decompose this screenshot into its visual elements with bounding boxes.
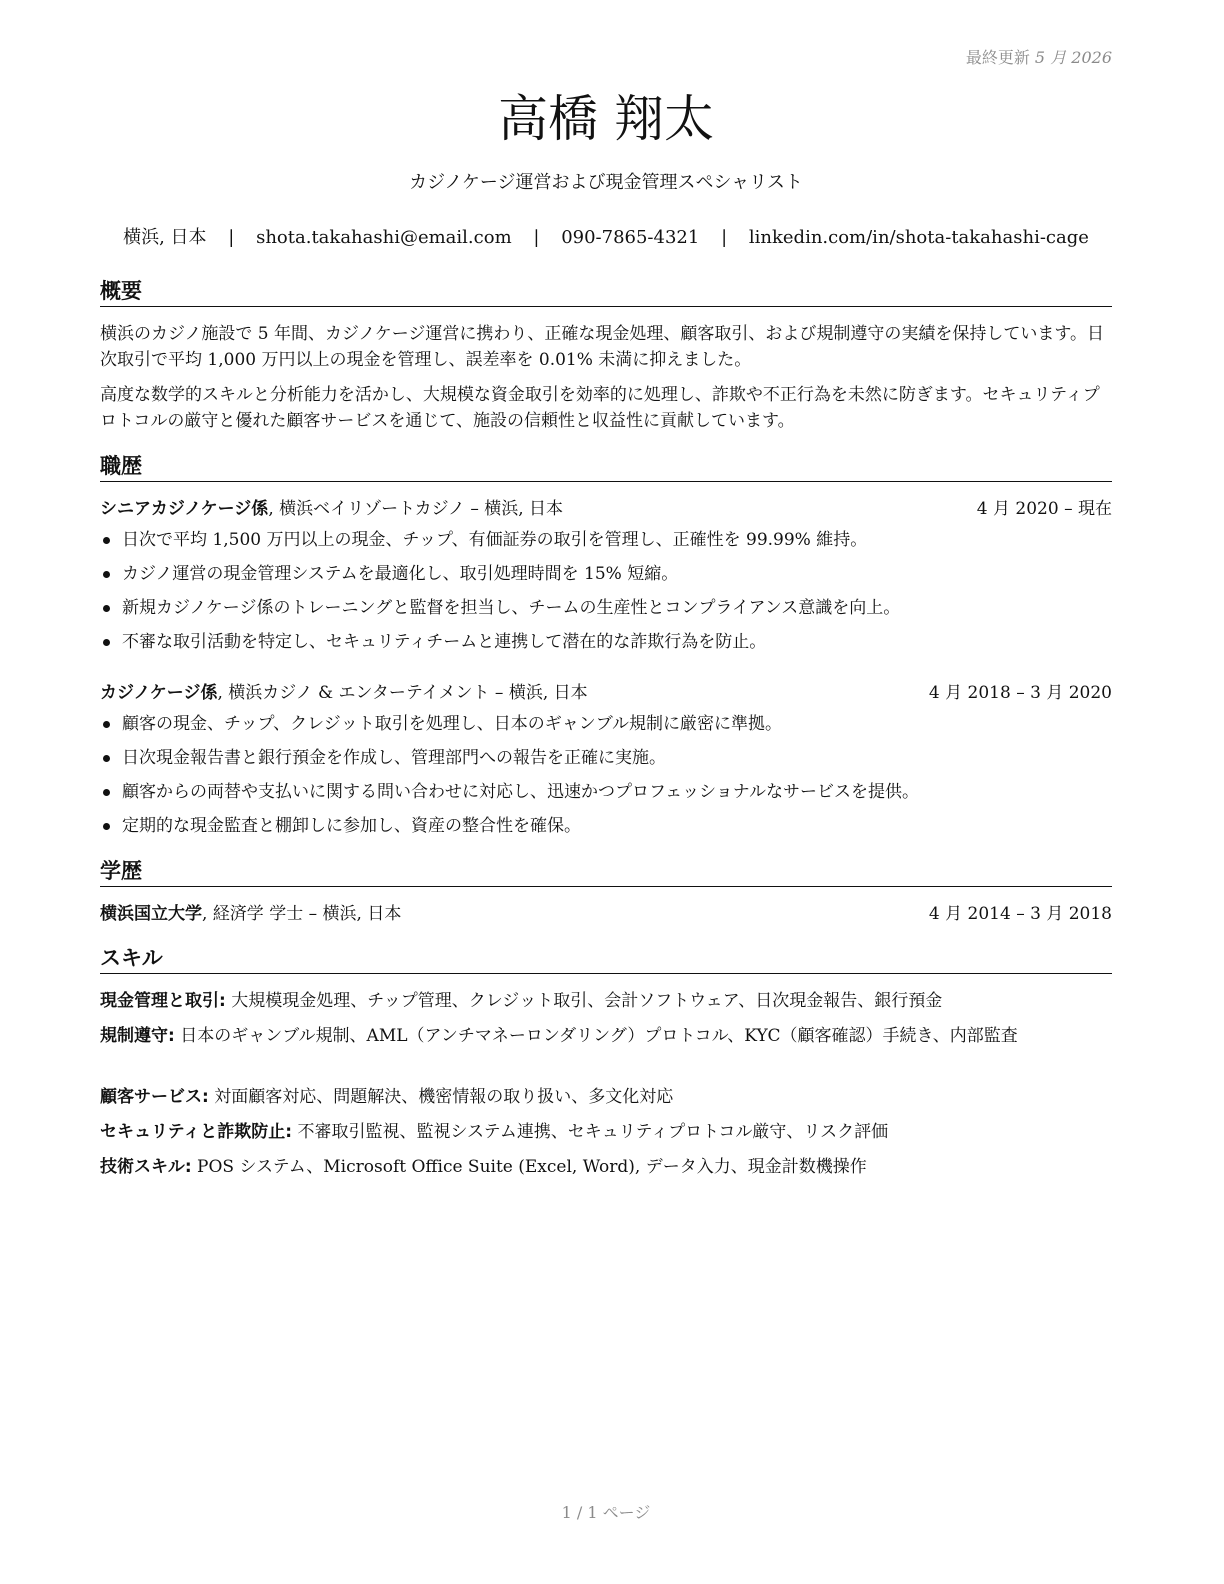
school-name: 横浜国立大学 (100, 904, 202, 924)
list-item: 日次で平均 1,500 万円以上の現金、チップ、有価証券の取引を管理し、正確性を 99.99% 維持。 (100, 527, 1112, 561)
summary-paragraph: 高度な数学的スキルと分析能力を活かし、大規模な資金取引を効率的に処理し、詐欺や不正行為を未然に防ぎます。セキュリティプロトコルの厳守と優れた顧客サービスを通じて、施設の信頼性と収益性に貢献しています。 (100, 385, 1100, 431)
skill-label: セキュリティと詐欺防止: (100, 1122, 293, 1142)
job-employer: , 横浜カジノ & エンターテイメント – 横浜, 日本 (217, 683, 588, 703)
section-title-skills: スキル (100, 944, 1112, 974)
job-employer: , 横浜ベイリゾートカジノ – 横浜, 日本 (268, 499, 564, 519)
contact-separator: | (533, 227, 540, 248)
education-entry (100, 901, 1112, 927)
last-updated-label: 最終更新 (965, 48, 1030, 67)
bullet-icon (103, 721, 110, 728)
skill-text: 大規模現金処理、チップ管理、クレジット取引、会計ソフトウェア、日次現金報告、銀行預金 (225, 991, 943, 1011)
contact-separator: | (228, 227, 235, 248)
contact-separator: | (721, 227, 728, 248)
list-item: カジノ運営の現金管理システムを最適化し、取引処理時間を 15% 短縮。 (100, 561, 1112, 595)
summary-paragraph: 横浜のカジノ施設で 5 年間、カジノケージ運営に携わり、正確な現金処理、顧客取引、および規制遵守の実績を保持しています。日次取引で平均 1,000 万円以上の現金を管理し、誤差率を 0.01% 未満に抑えました。 (100, 324, 1105, 370)
job-dates: 4 月 2020 – 現在 (976, 499, 1112, 519)
list-item: 定期的な現金監査と棚卸しに参加し、資産の整合性を確保。 (100, 813, 1112, 847)
contact-linkedin[interactable]: linkedin.com/in/shota-takahashi-cage (748, 227, 1089, 248)
bullet-icon (103, 823, 110, 830)
skill-line (100, 1084, 1112, 1110)
job-header (100, 496, 1112, 522)
skill-line (100, 1023, 1112, 1049)
last-updated (966, 45, 1112, 68)
page-number: 1 / 1 ページ (561, 1503, 651, 1522)
job-dates: 4 月 2018 – 3 月 2020 (928, 683, 1112, 703)
education-dates: 4 月 2014 – 3 月 2018 (928, 904, 1112, 924)
section-title-experience: 職歴 (100, 452, 1112, 482)
section-title-summary: 概要 (100, 277, 1112, 307)
candidate-name: 高橋 翔太 (498, 90, 714, 148)
skill-line (100, 1119, 1112, 1145)
skill-line (100, 988, 1112, 1014)
skill-label: 技術スキル: (100, 1157, 192, 1177)
resume-page (100, 0, 1112, 1584)
bullet-icon (103, 755, 110, 762)
list-item: 不審な取引活動を特定し、セキュリティチームと連携して潜在的な詐欺行為を防止。 (100, 629, 1112, 663)
list-item: 顧客からの両替や支払いに関する問い合わせに対応し、迅速かつプロフェッショナルなサービスを提供。 (100, 779, 1112, 813)
list-item: 日次現金報告書と銀行預金を作成し、管理部門への報告を正確に実施。 (100, 745, 1112, 779)
skill-line (100, 1154, 1112, 1180)
skill-text: 不審取引監視、監視システム連携、セキュリティプロトコル厳守、リスク評価 (292, 1122, 889, 1142)
skill-label: 現金管理と取引: (100, 991, 226, 1011)
contact-phone[interactable]: 090-7865-4321 (561, 227, 700, 248)
bullet-icon (103, 789, 110, 796)
last-updated-date: 5 月 2026 (1034, 48, 1112, 67)
skill-label: 顧客サービス: (100, 1087, 209, 1107)
contact-email[interactable]: shota.takahashi@email.com (256, 227, 512, 248)
candidate-title: カジノケージ運営および現金管理スペシャリスト (409, 172, 803, 193)
job-bullets (100, 527, 1112, 663)
job-header (100, 680, 1112, 706)
contact-line (100, 225, 1112, 251)
bullet-icon (103, 605, 110, 612)
skill-text: 日本のギャンブル規制、AML（アンチマネーロンダリング）プロトコル、KYC（顧客確認）手続き、内部監査 (174, 1026, 1018, 1046)
skill-label: 規制遵守: (100, 1026, 175, 1046)
job-role: カジノケージ係 (100, 683, 218, 703)
bullet-icon (103, 537, 110, 544)
job-bullets (100, 711, 1112, 847)
contact-location: 横浜, 日本 (123, 227, 207, 248)
section-title-education: 学歴 (100, 857, 1112, 887)
skill-text: 対面顧客対応、問題解決、機密情報の取り扱い、多文化対応 (208, 1087, 674, 1107)
bullet-icon (103, 571, 110, 578)
skill-text: POS システム、Microsoft Office Suite (Excel, Word), データ入力、現金計数機操作 (191, 1157, 867, 1177)
list-item: 顧客の現金、チップ、クレジット取引を処理し、日本のギャンブル規制に厳密に準拠。 (100, 711, 1112, 745)
list-item: 新規カジノケージ係のトレーニングと監督を担当し、チームの生産性とコンプライアンス意識を向上。 (100, 595, 1112, 629)
bullet-icon (103, 639, 110, 646)
job-role: シニアカジノケージ係 (100, 499, 269, 519)
degree: , 経済学 学士 – 横浜, 日本 (202, 904, 402, 924)
